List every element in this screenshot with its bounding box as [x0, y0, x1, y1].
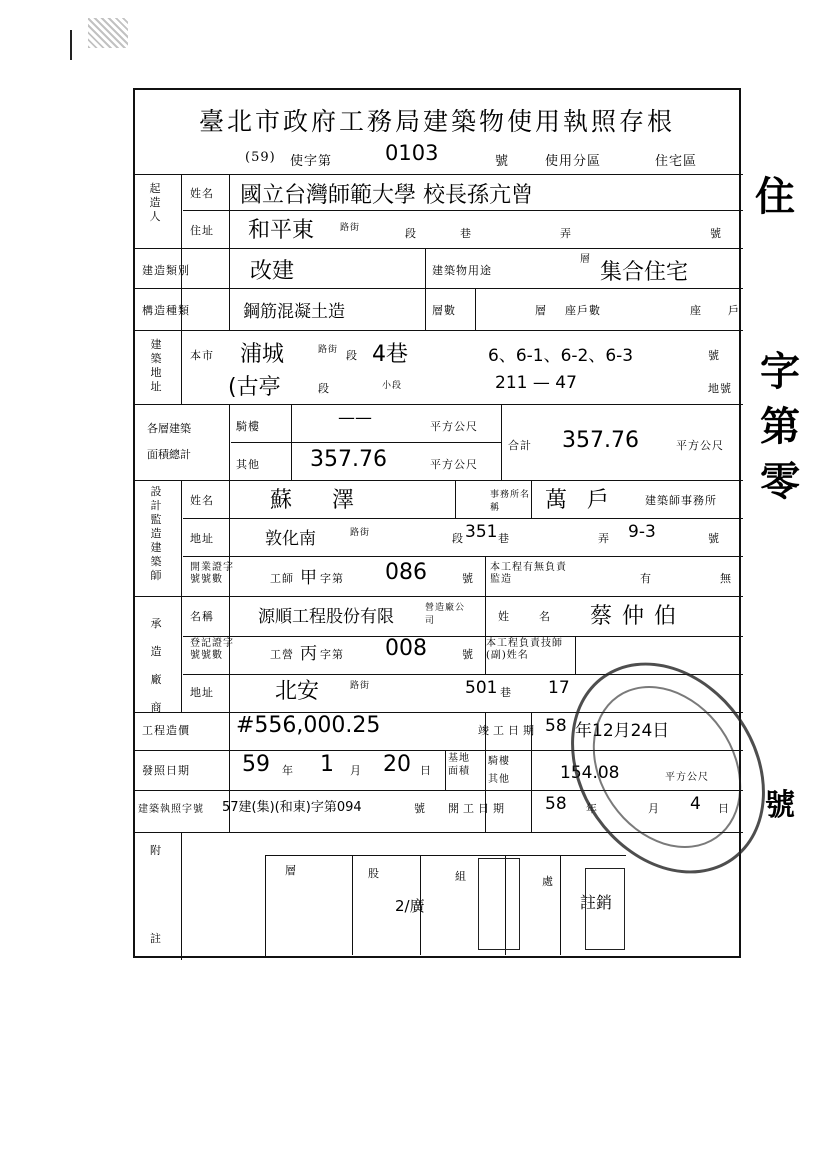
zone-value: 住宅區: [655, 154, 698, 169]
site-city-label: 本市: [190, 349, 214, 362]
contractor-person-value: 蔡仲伯: [590, 604, 687, 629]
designer-license-prefix: 工師: [270, 572, 294, 585]
roof-unit: 平方公尺: [430, 420, 478, 433]
category-value: 改建: [250, 259, 295, 284]
designer-license-suffix: 號: [462, 572, 474, 585]
issue-day-unit: 日: [420, 764, 432, 777]
start-year: 58: [545, 794, 567, 814]
binder-mark: [70, 30, 72, 60]
designer-number: 9-3: [628, 522, 656, 542]
start-label: 開工日期: [448, 802, 508, 815]
designer-license-class: 甲: [300, 568, 317, 588]
owner-name-value: 國立台灣師範大學 校長孫亢曾: [240, 183, 533, 208]
owner-address-label: 住址: [190, 224, 214, 237]
designer-lane: 351: [465, 522, 498, 542]
supervise-value: 有: [640, 572, 652, 585]
designer-address-label: 地址: [190, 532, 214, 545]
start-day-unit: 日: [718, 802, 730, 815]
owner-address-value: 和平東: [248, 218, 315, 243]
contractor-reg-prefix: 工營: [270, 648, 294, 661]
designer-license-value: 086: [385, 560, 427, 585]
base-unit: 平方公尺: [665, 772, 709, 783]
designer-road-unit: 路街: [350, 528, 371, 538]
contractor-address-value: 北安: [275, 679, 320, 704]
structure-label: 構造種類: [142, 304, 190, 317]
designer-office-label: 事務所名稱: [490, 490, 531, 513]
issue-month: 1: [320, 752, 334, 777]
issue-year-unit: 年: [282, 764, 294, 777]
site-duan2: 段: [318, 382, 330, 395]
site-land-number-label: 地號: [708, 382, 732, 395]
site-duan: 段: [346, 349, 358, 362]
number-suffix: 號: [495, 154, 510, 169]
contractor-address-label: 地址: [190, 686, 214, 699]
contractor-xiang: 巷: [500, 686, 512, 699]
start-month-unit: 月: [648, 802, 660, 815]
contractor-section-label: 承造廠商: [150, 617, 162, 714]
base-other-value: 154.08: [560, 763, 620, 783]
permit-ref-suffix: 號: [414, 802, 426, 815]
contractor-reg-value: 008: [385, 636, 427, 661]
designer-license-label: 開業證字號號數: [190, 562, 234, 585]
side-char: 號: [765, 788, 795, 823]
contractor-road-unit: 路街: [350, 681, 371, 691]
permit-ref-label: 建築執照字號: [138, 804, 204, 815]
remarks-sign: 2/廣: [395, 897, 425, 915]
issue-month-unit: 月: [350, 764, 362, 777]
owner-nong: 弄: [560, 227, 572, 240]
designer-address-value: 敦化南: [265, 529, 316, 549]
remarks-col-3: 組: [455, 870, 467, 883]
total-value: 357.76: [562, 428, 639, 453]
owner-duan: 段: [405, 227, 417, 240]
site-numbers: 6、6-1、6-2、6-3: [488, 346, 634, 366]
base-label: 基地面積: [448, 753, 470, 777]
site-xiaoduan: 小段: [382, 381, 403, 391]
designer-name-label: 姓名: [190, 494, 214, 507]
supervise-label: 本工程有無負責監造: [490, 562, 567, 585]
total-unit: 平方公尺: [676, 439, 724, 452]
floor-unit: 層: [535, 304, 547, 317]
designer-hao: 號: [708, 532, 720, 545]
site-hao: 號: [708, 349, 720, 362]
completion-value: 年12月24日: [575, 721, 670, 741]
contractor-reg-class: 丙: [300, 644, 317, 664]
roof-label: 騎樓: [236, 420, 260, 433]
side-char: 住: [755, 174, 795, 220]
side-char: 第: [760, 404, 800, 450]
owner-road-unit: 路街: [340, 223, 361, 233]
permit-number: 0103: [385, 141, 439, 165]
use-value: 集合住宅: [600, 260, 689, 285]
designer-duan: 段: [452, 532, 464, 545]
other-unit: 平方公尺: [430, 458, 478, 471]
seat-unit: 座: [690, 304, 702, 317]
owner-name-label: 姓名: [190, 187, 214, 200]
issue-label: 發照日期: [142, 764, 190, 777]
designer-xiang: 巷: [498, 532, 510, 545]
contractor-name-value: 源順工程股份有限: [258, 607, 394, 627]
use-label: 建築物用途: [432, 264, 492, 277]
remarks-small-stamp: [585, 868, 625, 950]
contractor-name-label: 名稱: [190, 610, 214, 623]
binder-mark: [88, 18, 128, 48]
site-land-district: (古亭: [228, 375, 281, 400]
base-other-label: 其他: [488, 774, 510, 785]
other-label: 其他: [236, 458, 260, 471]
structure-value: 鋼筋混凝土造: [243, 302, 345, 322]
remarks-stamp-box: [478, 858, 520, 950]
use-floor-unit: 層: [580, 254, 591, 265]
permit-ref-value: 57建(集)(和東)字第094: [222, 800, 362, 815]
cost-value: #556,000.25: [236, 713, 381, 738]
remarks-col-1: 層: [285, 864, 297, 877]
contractor-nong: 17: [548, 678, 570, 698]
remarks-label-top: 附: [150, 844, 162, 857]
side-char: 零: [760, 459, 800, 505]
designer-section-label: 設計監造建築師: [150, 485, 162, 582]
contractor-reg-suffix: 號: [462, 648, 474, 661]
owner-section-label: 起造人: [149, 182, 161, 223]
site-lane: 4巷: [372, 342, 408, 367]
total-label: 合計: [508, 439, 532, 452]
category-label: 建造類別: [142, 264, 190, 277]
zone-label: 使用分區: [545, 154, 602, 169]
completion-label: 竣工日期: [478, 724, 538, 737]
start-day: 4: [690, 794, 701, 814]
remarks-col-2: 股: [368, 867, 380, 880]
designer-nong: 弄: [598, 532, 610, 545]
base-roof-label: 騎樓: [488, 756, 510, 767]
designer-license-mid: 字第: [320, 572, 344, 585]
contractor-lane: 501: [465, 678, 498, 698]
floors-label: 層數: [432, 304, 456, 317]
issue-day: 20: [383, 752, 411, 777]
contractor-reg-label: 登記證字號號數: [190, 638, 234, 661]
household-unit: 戶: [728, 304, 740, 317]
remarks-label-bottom: 註: [150, 932, 162, 945]
site-land-number: 211 — 47: [495, 373, 577, 393]
start-year-unit: 年: [586, 802, 598, 815]
area-label: 各層建築面積總計: [147, 422, 191, 461]
tech-label: 本工程負責技師(副)姓名: [486, 638, 563, 661]
remarks-col-4: 處: [542, 875, 554, 888]
issue-year: 59: [242, 752, 270, 777]
contractor-person-label: 姓名: [498, 610, 580, 623]
remarks-stamp-text: 註銷: [580, 893, 613, 912]
site-label: 建築地址: [150, 338, 162, 393]
document-title: 臺北市政府工務局建築物使用執照存根: [198, 107, 675, 136]
designer-office-value: 萬戶: [545, 488, 630, 513]
owner-xiang: 巷: [460, 227, 472, 240]
contractor-company-suffix: 營造廠公司: [425, 603, 466, 626]
site-road-unit: 路街: [318, 345, 339, 355]
year-code: (59): [245, 150, 276, 165]
site-district: 浦城: [240, 342, 285, 367]
cost-label: 工程造價: [142, 724, 190, 737]
households-label: 座戶數: [565, 304, 601, 317]
remarks-box: [265, 855, 626, 956]
owner-hao: 號: [710, 227, 722, 240]
roof-value: ——: [338, 408, 372, 428]
supervise-none: 無: [720, 572, 732, 585]
designer-office-suffix: 建築師事務所: [645, 494, 717, 507]
side-char: 字: [760, 349, 800, 395]
permit-prefix: 使字第: [290, 154, 333, 169]
contractor-reg-mid: 字第: [320, 648, 344, 661]
other-value: 357.76: [310, 447, 387, 472]
completion-year: 58: [545, 716, 567, 736]
designer-name-value: 蘇澤: [270, 488, 395, 513]
